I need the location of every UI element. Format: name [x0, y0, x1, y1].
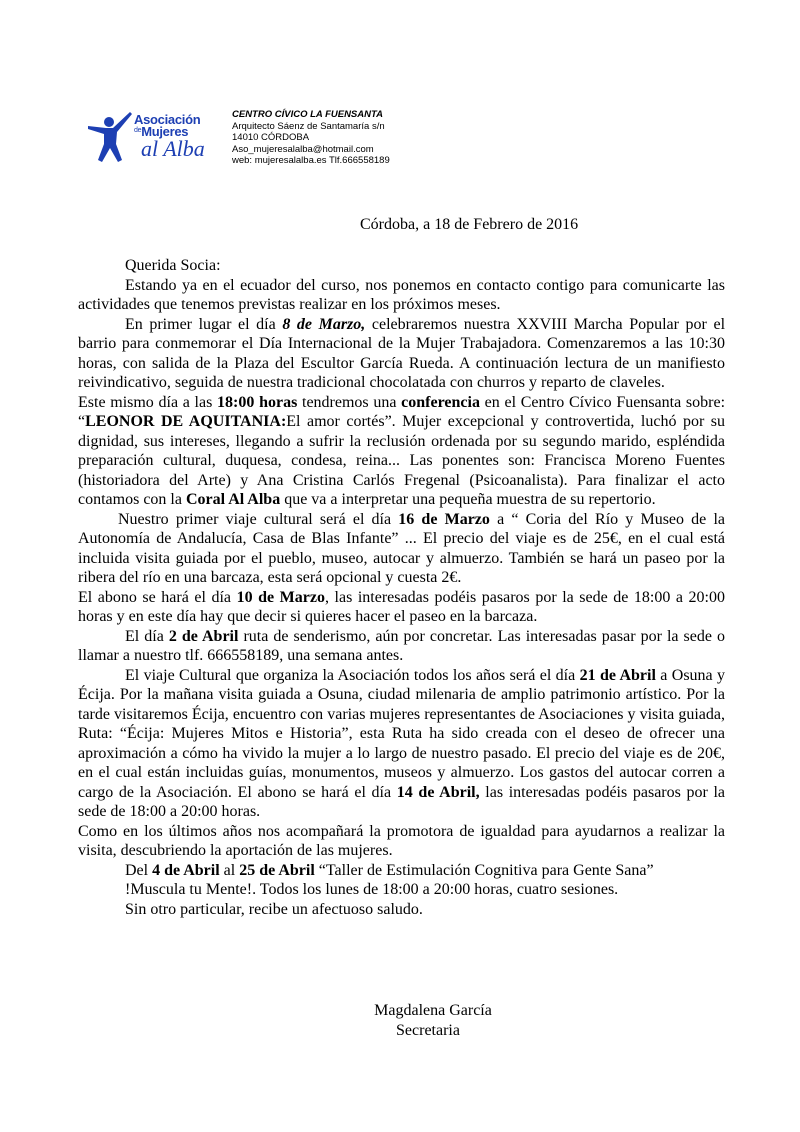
- dancer-silhouette-icon: [86, 104, 134, 170]
- text-run: El abono se hará el día: [78, 588, 237, 606]
- text-run: celebraremos nuestra XXVIII Marcha Popular por el barrio para conmemorar el Día Internacional de la Mujer Trabajadora. Comenzaremos a las 10:30 horas, con salida de la Plaza del Escultor García Rueda. A continuación lectura de un manifiesto reivindicativo, seguida de nuestra tradicional chocolatada con churros y reparto de claveles.: [78, 315, 726, 391]
- letterhead-email: Aso_mujeresalalba@hotmail.com: [232, 143, 374, 155]
- text-run: , las interesadas podéis pasaros por la sede de 18:00 a 20:00 horas y en este día hay que decir si quieres hacer el paseo en la barcaza.: [78, 588, 725, 625]
- letterhead: [232, 109, 390, 167]
- letter-date: Córdoba, a 18 de Febrero de 2016: [360, 216, 579, 233]
- text-run: En primer lugar el día: [125, 315, 283, 333]
- text-run: Del: [125, 861, 153, 879]
- bold-date: 14 de Abril,: [396, 783, 480, 801]
- text-run: El amor cortés”. Mujer excepcional y controvertida, luchó por su dignidad, sus intereses, llegando a sufrir la reclusión ordenada por su segundo marido, espléndida preparación cultural, duquesa, condesa, reina... Las ponentes son: Francisca Moreno Fuentes (historiadora del Arte) y Ana Cristina Carlós Fregenal (Psicoanalista). Para finalizar el acto contamos con la: [78, 413, 726, 508]
- text-run: a “ Coria del Río y Museo de la Autonomía de Andalucía, Casa de Blas Infante” ... El precio del viaje es de 25€, en el cual está incluida visita guiada por el pueblo, museo, autocar y almuerzo. También se hará un paseo por la ribera del río en una barcaza, esta será opcional y cuesta 2€.: [78, 510, 725, 586]
- paragraph-workshop: [78, 861, 725, 881]
- paragraph-payment: [78, 588, 725, 627]
- bold-date: 21 de Abril: [579, 666, 656, 684]
- signature-name: Magdalena García: [374, 1002, 492, 1019]
- paragraph-conference: [78, 393, 725, 510]
- text-run: El viaje Cultural que organiza la Asociación todos los años será el día: [125, 666, 580, 684]
- paragraph-workshop-detail: !Muscula tu Mente!. Todos los lunes de 18:00 a 20:00 horas, cuatro sesiones.: [125, 881, 619, 898]
- paragraph-coria-trip: [78, 510, 725, 588]
- text-run: al: [219, 861, 240, 879]
- greeting: Querida Socia:: [125, 257, 221, 274]
- text-run: Este mismo día a las: [78, 393, 218, 411]
- letterhead-title: CENTRO CÍVICO LA FUENSANTA: [232, 109, 383, 120]
- text-run: “Taller de Estimulación Cognitiva para Gente Sana”: [314, 861, 654, 879]
- logo-line-asociacion: Asociación: [134, 112, 201, 127]
- letter-body: [78, 256, 725, 919]
- bold-date: 16 de Marzo: [398, 510, 490, 528]
- bold-conference: conferencia: [401, 393, 480, 411]
- text-run: que va a interpretar una pequeña muestra de su repertorio.: [280, 491, 656, 508]
- paragraph-march: [78, 315, 725, 393]
- paragraph-hiking: [78, 627, 725, 666]
- text-run: a Osuna y Écija. Por la mañana visita guiada a Osuna, ciudad milenaria de amplio patrimonio artístico. Por la tarde visitaremos Écija, encuentro con varias mujeres representantes de Asociaciones y visita guiada, Ruta: “Écija: Mujeres Mitos e Historia”, esta Ruta ha sido creada con el deseo de ofrecer una aproximación a cómo ha vivido la mujer a lo largo de nuestro pasado. El precio del viaje es de 20€, en el cual están incluidas guías, monumentos, museos y almuerzo. Los gastos del autocar corren a cargo de la Asociación. El abono se hará el día: [78, 666, 726, 801]
- bold-conference-title: LEONOR DE AQUITANIA:: [85, 413, 287, 430]
- text-run: ruta de senderismo, aún por concretar. Las interesadas pasar por la sede o llamar a nuestro tlf. 666558189, una semana antes.: [78, 627, 725, 664]
- paragraph-promoter: Como en los últimos años nos acompañará la promotora de igualdad para ayudarnos a realizar la visita, descubriendo la aportación de las mujeres.: [78, 822, 725, 859]
- bold-time: 18:00 horas: [217, 393, 298, 411]
- text-run: Nuestro primer viaje cultural será el día: [118, 510, 399, 528]
- logo-mujeres: Mujeres: [141, 124, 189, 139]
- bold-date: 25 de Abril: [239, 861, 315, 879]
- letterhead-web: web: mujeresalalba.es Tlf.666558189: [232, 155, 390, 166]
- bold-coral: Coral Al Alba: [185, 491, 281, 508]
- signature-role: Secretaria: [396, 1022, 460, 1039]
- text-run: las interesadas podéis pasaros por la sede de 18:00 a 20:00 horas.: [78, 783, 726, 820]
- bold-date: 2 de Abril: [168, 627, 239, 645]
- closing: Sin otro particular, recibe un afectuoso saludo.: [125, 900, 423, 918]
- paragraph-osuna-trip: [78, 666, 725, 822]
- letterhead-city: 14010 CÓRDOBA: [232, 132, 310, 143]
- letterhead-address: Arquitecto Sáenz de Santamaría s/n: [232, 120, 385, 132]
- bold-date: 8 de Marzo,: [282, 315, 366, 333]
- bold-date: 4 de Abril: [152, 861, 220, 879]
- logo-de: de: [134, 127, 142, 134]
- text-run: tendremos una: [297, 393, 402, 411]
- bold-date: 10 de Marzo: [236, 588, 325, 606]
- text-run: en el Centro Cívico Fuensanta sobre: “: [78, 393, 726, 430]
- logo-line-alba: al Alba: [141, 136, 205, 161]
- association-logo: [86, 104, 214, 170]
- paragraph-intro: Estando ya en el ecuador del curso, nos ponemos en contacto contigo para comunicarte las actividades que tenemos previstas realizar en los próximos meses.: [78, 276, 725, 313]
- text-run: El día: [125, 627, 169, 645]
